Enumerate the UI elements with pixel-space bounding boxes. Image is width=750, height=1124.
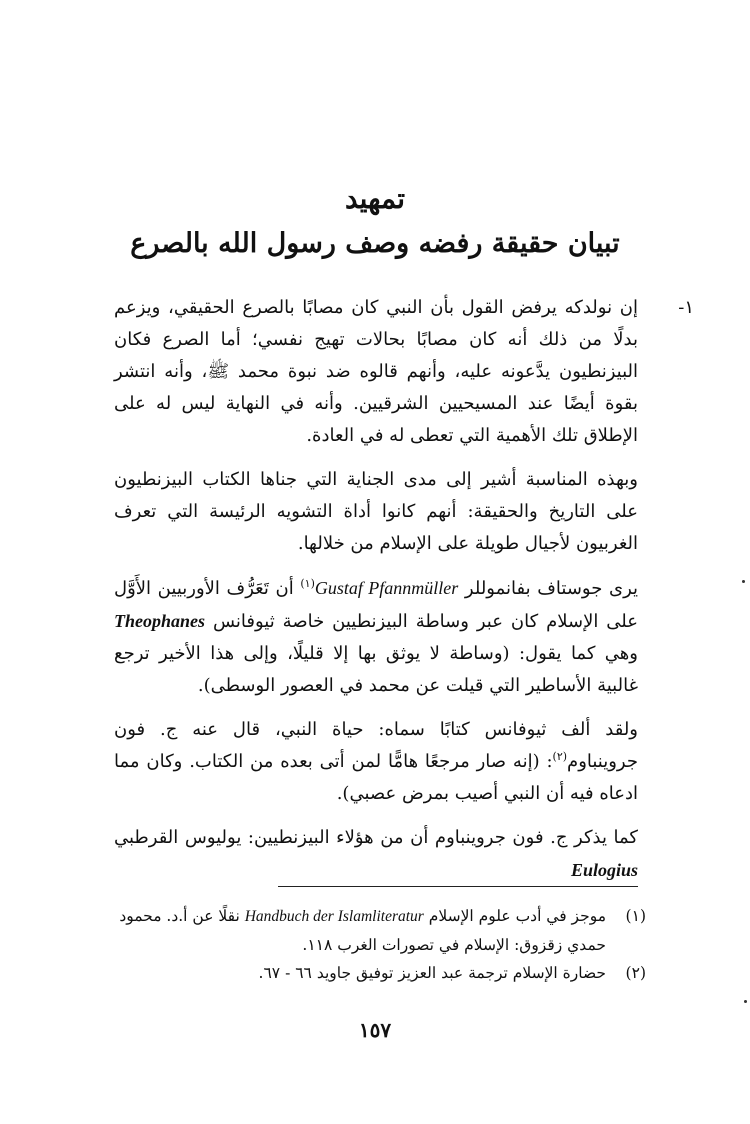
main-text — [114, 292, 694, 899]
footnote-number: (١) — [625, 907, 646, 925]
paragraph-2 — [114, 464, 638, 560]
latin-name-eulogius: Eulogius — [570, 860, 638, 880]
paragraph-4-pre: ولقد ألف ثيوفانس كتابًا سماه: حياة النبي، قال عنه ج. فون جروينباوم — [114, 719, 638, 772]
scan-speck — [742, 580, 745, 583]
paragraph-3-post: وهي كما يقول: (وساطة لا يوثق بها إلا قليلًا، وإلى هذا الأخير ترجع غالبية الأساطير التي قيلت عن محمد في العصور الوسطى). — [114, 643, 638, 696]
footnote-1 — [106, 902, 646, 959]
chapter-title: تمهيد — [344, 182, 406, 215]
footnote-2-text: حضارة الإسلام ترجمة عبد العزيز توفيق جاويد ٦٦ - ٦٧. — [258, 964, 606, 982]
footnote-1-pre: موجز في أدب علوم الإسلام — [423, 907, 606, 925]
footnote-number: (٢) — [625, 964, 646, 982]
chapter-subtitle: تبيان حقيقة رفضه وصف رسول الله بالصرع — [130, 228, 620, 259]
paragraph-4-post: : (إنه صار مرجعًا هامًّا لمن أتى بعده من الكتاب. وكان مما ادعاه فيه أن النبي أصيب بمرض عصبي). — [114, 751, 638, 804]
footnote-ref-1[interactable]: (١) — [300, 577, 315, 590]
footnote-2 — [106, 959, 646, 987]
footnotes — [106, 902, 646, 987]
scan-speck — [744, 1000, 747, 1003]
paragraph-3-mid: أن تَعَرُّف الأوربيين الأَوَّل على الإسلام كان عبر وساطة البيزنطيين خاصة ثيوفانس — [114, 578, 638, 632]
footnote-separator — [278, 886, 638, 887]
paragraph-5-pre: كما يذكر ج. فون جروينباوم أن من هؤلاء البيزنطيين: يوليوس القرطبي — [114, 827, 638, 848]
paragraph-1-text: إن نولدكه يرفض القول بأن النبي كان مصابًا بالصرع الحقيقي، ويزعم بدلًا من ذلك أنه كان مصابًا بحالات تهيج نفسي؛ أما الصرع فكان البيزنطيون يدَّعونه عليه، وأنهم قالوه ضد نبوة محمد ﷺ، وأنه انتشر بقوة أيضًا عند المسيحيين الشرقيين. وأنه في النهاية ليس له على الإطلاق تلك الأهمية التي تعطى له في العادة. — [114, 297, 638, 446]
paragraph-2-text: وبهذه المناسبة أشير إلى مدى الجناية التي جناها الكتاب البيزنطيون على التاريخ والحقيقة: أنهم كانوا أداة التشويه الرئيسة التي تعرف الغربيون لأجيال طويلة على الإسلام من خلالها. — [114, 469, 638, 554]
footnote-ref-2[interactable]: (٢) — [552, 750, 568, 763]
page-number: ١٥٧ — [358, 1018, 392, 1042]
footnote-1-post: نقلًا عن أ.د. محمود حمدي زقزوق: الإسلام في تصورات الغرب ١١٨. — [119, 907, 606, 954]
paragraph-5 — [114, 822, 638, 887]
paragraph-3-pre: يرى جوستاف بفانموللر — [458, 578, 639, 599]
latin-name-pfannmuller: Gustaf Pfannmüller — [314, 578, 459, 598]
paragraph-number: ١- — [678, 297, 694, 318]
paragraph-1 — [114, 292, 694, 452]
latin-name-theophanes: Theophanes — [114, 611, 206, 631]
paragraph-3 — [114, 572, 638, 702]
footnote-1-latin-title: Handbuch der Islamliteratur — [244, 908, 424, 925]
paragraph-4 — [114, 714, 638, 810]
